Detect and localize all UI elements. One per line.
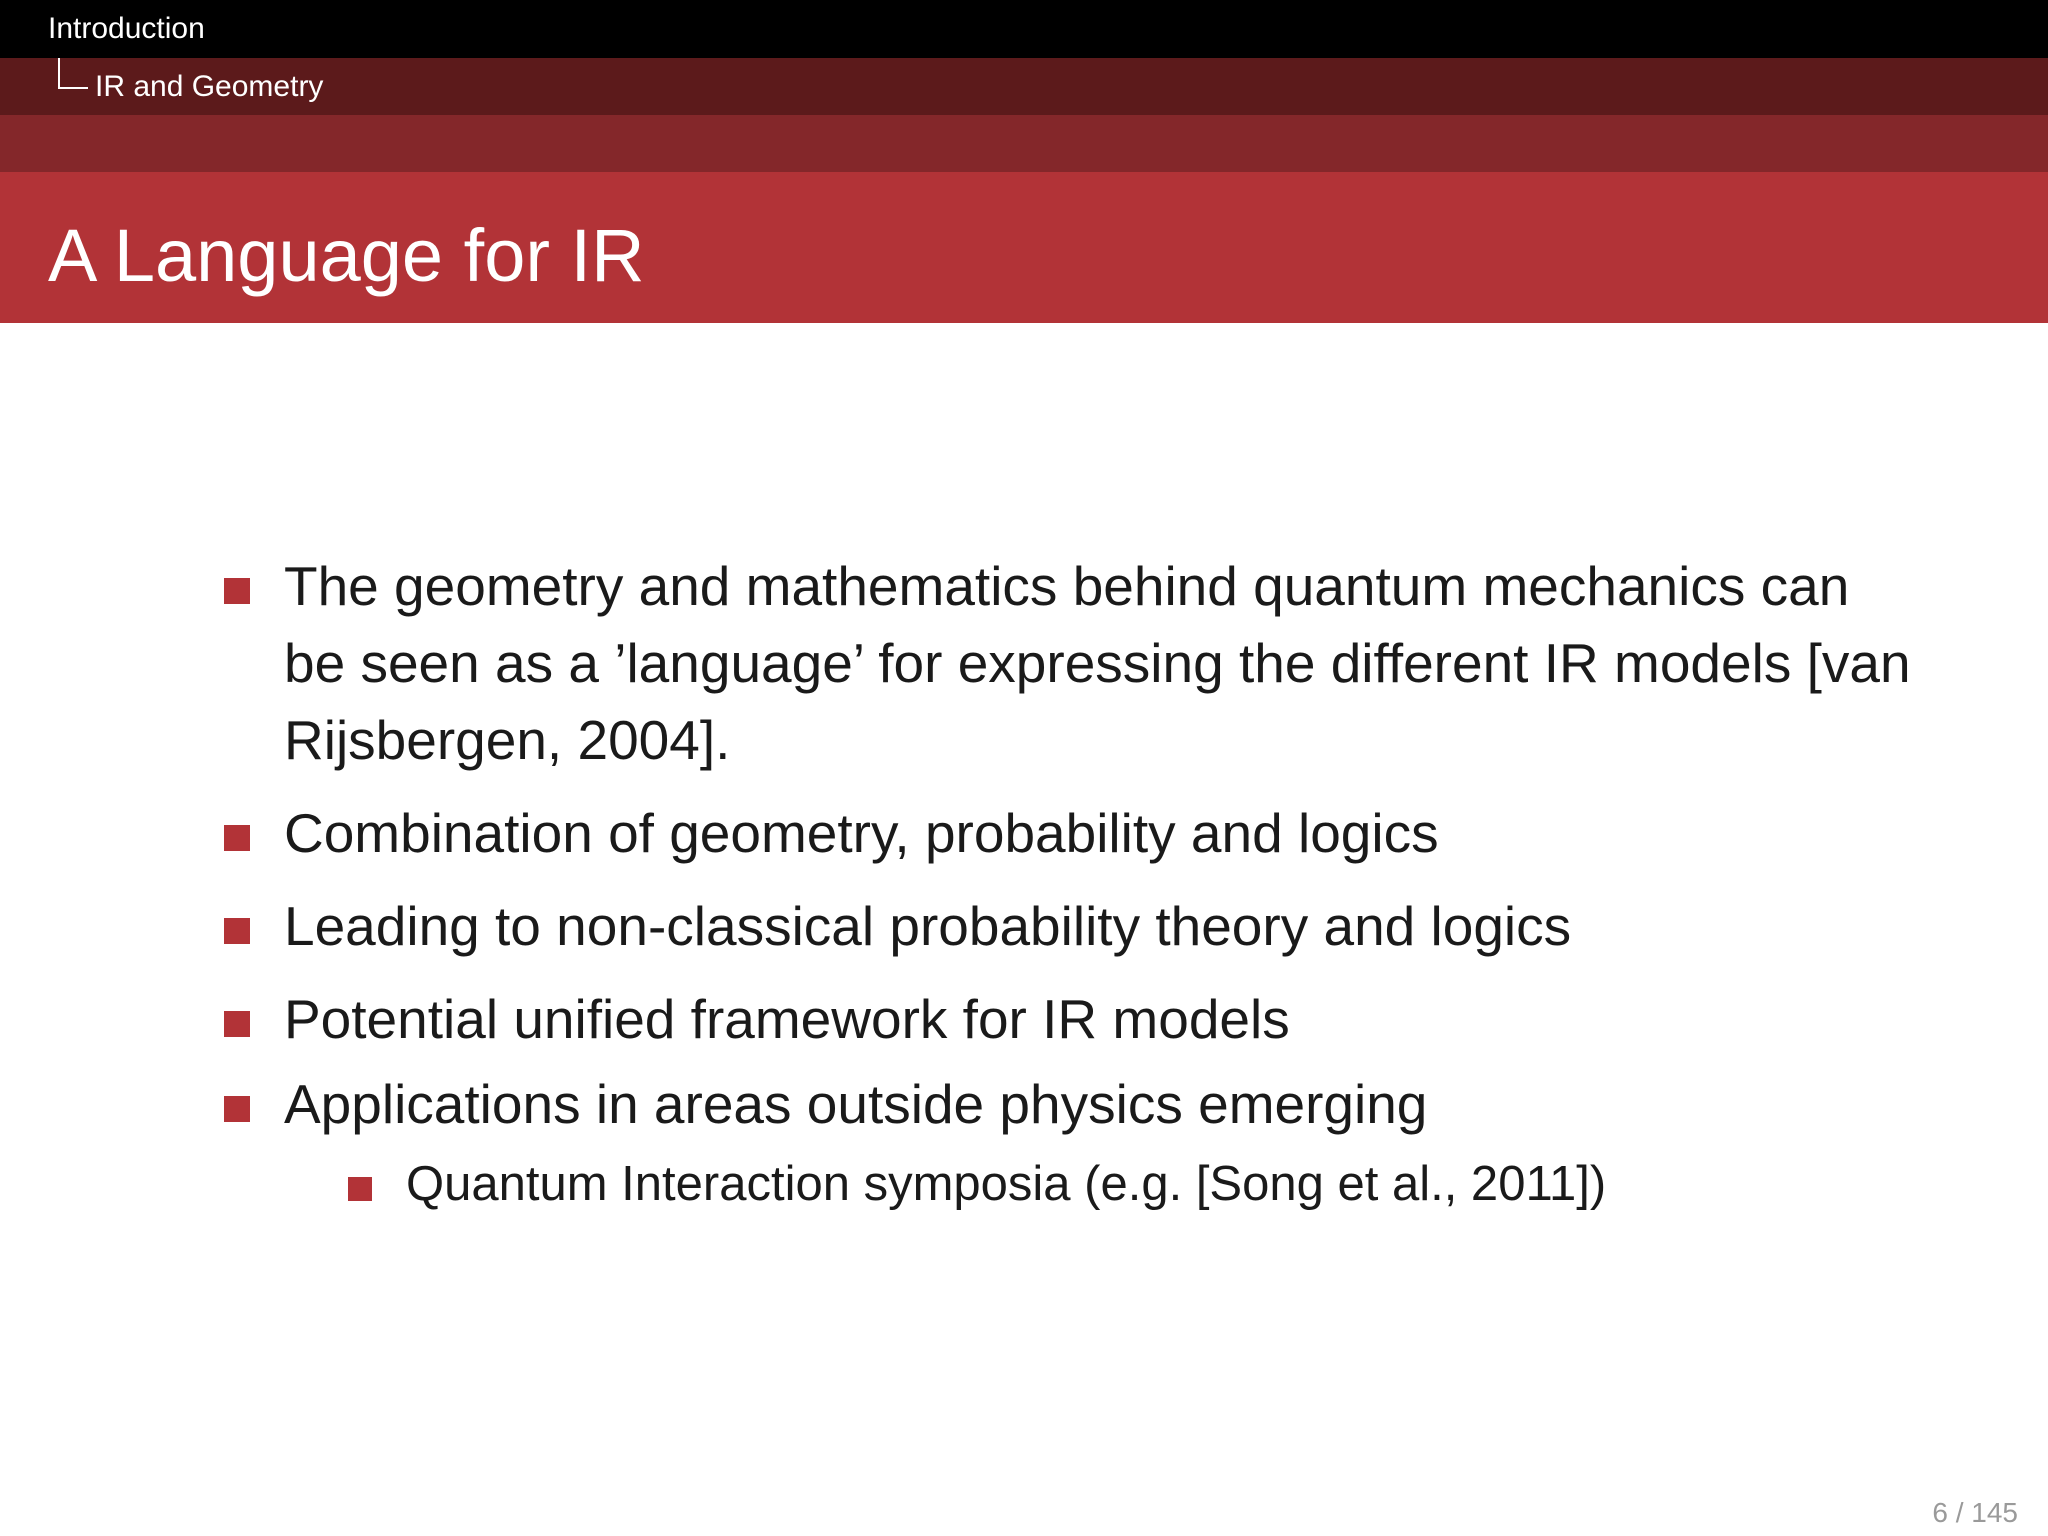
square-bullet-icon [224,918,250,944]
list-item-text: Leading to non-classical probability theory and logics [284,895,1572,957]
square-bullet-icon [224,1011,250,1037]
list-item-text: Potential unified framework for IR models [284,988,1290,1050]
frame-title: A Language for IR [48,214,645,297]
square-bullet-icon [224,825,250,851]
list-item [222,888,1922,965]
tree-branch-icon [58,58,88,89]
sub-list-item [346,1151,1922,1217]
list-item-text: The geometry and mathematics behind quantum mechanics can be seen as a ’language’ for expressing the different IR models [van Rijsbergen, 2004]. [284,555,1911,771]
section-label: Introduction [48,12,205,45]
square-bullet-icon [224,1096,250,1122]
bullet-list [222,548,1922,1217]
header-spacer-band [0,115,2048,172]
list-item [222,548,1922,779]
square-bullet-icon [348,1177,372,1201]
subsection-band [0,58,2048,115]
list-item [222,1066,1922,1143]
list-item [222,795,1922,872]
sub-list-item-text: Quantum Interaction symposia (e.g. [Song et al., 2011]) [406,1157,1607,1211]
list-item [222,981,1922,1058]
section-band [0,0,2048,58]
list-item-text: Applications in areas outside physics emerging [284,1073,1428,1135]
list-item-text: Combination of geometry, probability and logics [284,802,1439,864]
subsection-label: IR and Geometry [95,70,324,103]
page-number: 6 / 145 [1932,1497,2018,1528]
frame-title-band [0,172,2048,323]
square-bullet-icon [224,578,250,604]
